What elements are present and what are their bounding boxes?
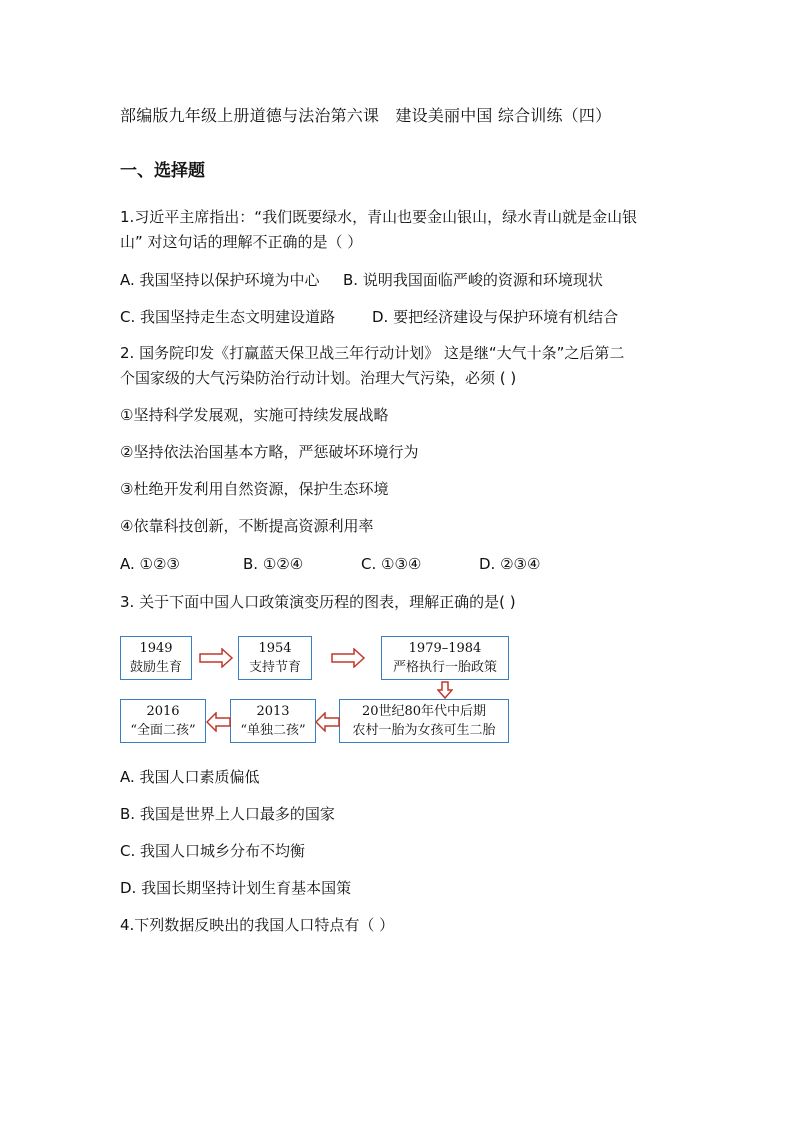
flow-box-1949-text: 鼓励生育	[129, 660, 182, 675]
q3-stem: 3. 关于下面中国人口政策演变历程的图表，理解正确的是( )	[120, 593, 516, 611]
q2-option-c: C. ①③④	[361, 555, 422, 573]
q2-option-b: B. ①②④	[243, 555, 304, 573]
flow-box-2016-text: “全面二孩”	[130, 723, 196, 738]
flow-box-1980s	[339, 699, 509, 743]
q1-option-c: C. 我国坚持走生态文明建设道路	[120, 308, 336, 326]
q1-option-d: D. 要把经济建设与保护环境有机结合	[372, 308, 619, 326]
flow-box-1949	[120, 636, 192, 680]
q3-option-d: D. 我国长期坚持计划生育基本国策	[120, 879, 352, 897]
q2-stem-line1: 2. 国务院印发《打赢蓝天保卫战三年行动计划》 这是继“大气十条”之后第二	[120, 344, 625, 362]
q1-option-b: B. 说明我国面临严峻的资源和环境现状	[343, 271, 603, 289]
page-title: 部编版九年级上册道德与法治第六课 建设美丽中国 综合训练（四）	[120, 106, 612, 125]
flow-box-1954-text: 支持节育	[248, 660, 301, 675]
flow-box-1954	[238, 636, 312, 680]
q2-statement-2: ②坚持依法治国基本方略，严惩破坏环境行为	[120, 443, 419, 461]
flow-box-2013	[230, 699, 316, 743]
flow-box-2016	[120, 699, 206, 743]
flow-box-1980s-line2: 农村一胎为女孩可生二胎	[352, 723, 496, 738]
left-arrow-icon	[206, 712, 232, 732]
right-arrow-icon	[198, 648, 234, 668]
q1-option-a: A. 我国坚持以保护环境为中心	[120, 271, 320, 289]
right-arrow-icon	[330, 648, 366, 668]
section-heading: 一、选择题	[120, 161, 205, 181]
left-arrow-icon	[315, 712, 341, 732]
q2-option-d: D. ②③④	[479, 555, 541, 573]
q2-statement-1: ①坚持科学发展观，实施可持续发展战略	[120, 406, 389, 424]
q2-option-a: A. ①②③	[120, 555, 180, 573]
q2-statement-4: ④依靠科技创新，不断提高资源利用率	[120, 517, 374, 535]
flow-box-2016-year: 2016	[146, 704, 180, 719]
q4-stem: 4.下列数据反映出的我国人口特点有（ ）	[120, 916, 395, 934]
flow-box-1954-year: 1954	[258, 641, 292, 656]
flow-box-1979-1984-year: 1979–1984	[408, 641, 482, 656]
flow-box-2013-year: 2013	[256, 704, 290, 719]
down-arrow-icon	[437, 681, 453, 699]
q3-option-c: C. 我国人口城乡分布不均衡	[120, 842, 306, 860]
q2-stem-line2: 个国家级的大气污染防治行动计划。治理大气污染，必须 ( )	[120, 369, 517, 387]
flow-box-1979-1984-text: 严格执行一胎政策	[392, 660, 497, 675]
flow-box-1949-year: 1949	[139, 641, 173, 656]
q2-statement-3: ③杜绝开发利用自然资源，保护生态环境	[120, 480, 389, 498]
q3-option-a: A. 我国人口素质偏低	[120, 768, 260, 786]
q1-stem-line1: 1.习近平主席指出：“我们既要绿水，青山也要金山银山，绿水青山就是金山银	[120, 208, 638, 226]
flow-box-2013-text: “单独二孩”	[240, 723, 306, 738]
flow-box-1980s-line1: 20世纪80年代中后期	[361, 704, 487, 719]
q3-option-b: B. 我国是世界上人口最多的国家	[120, 805, 335, 823]
flow-box-1979-1984	[381, 636, 509, 680]
q1-stem-line2: 山” 对这句话的理解不正确的是（ ）	[120, 233, 363, 251]
